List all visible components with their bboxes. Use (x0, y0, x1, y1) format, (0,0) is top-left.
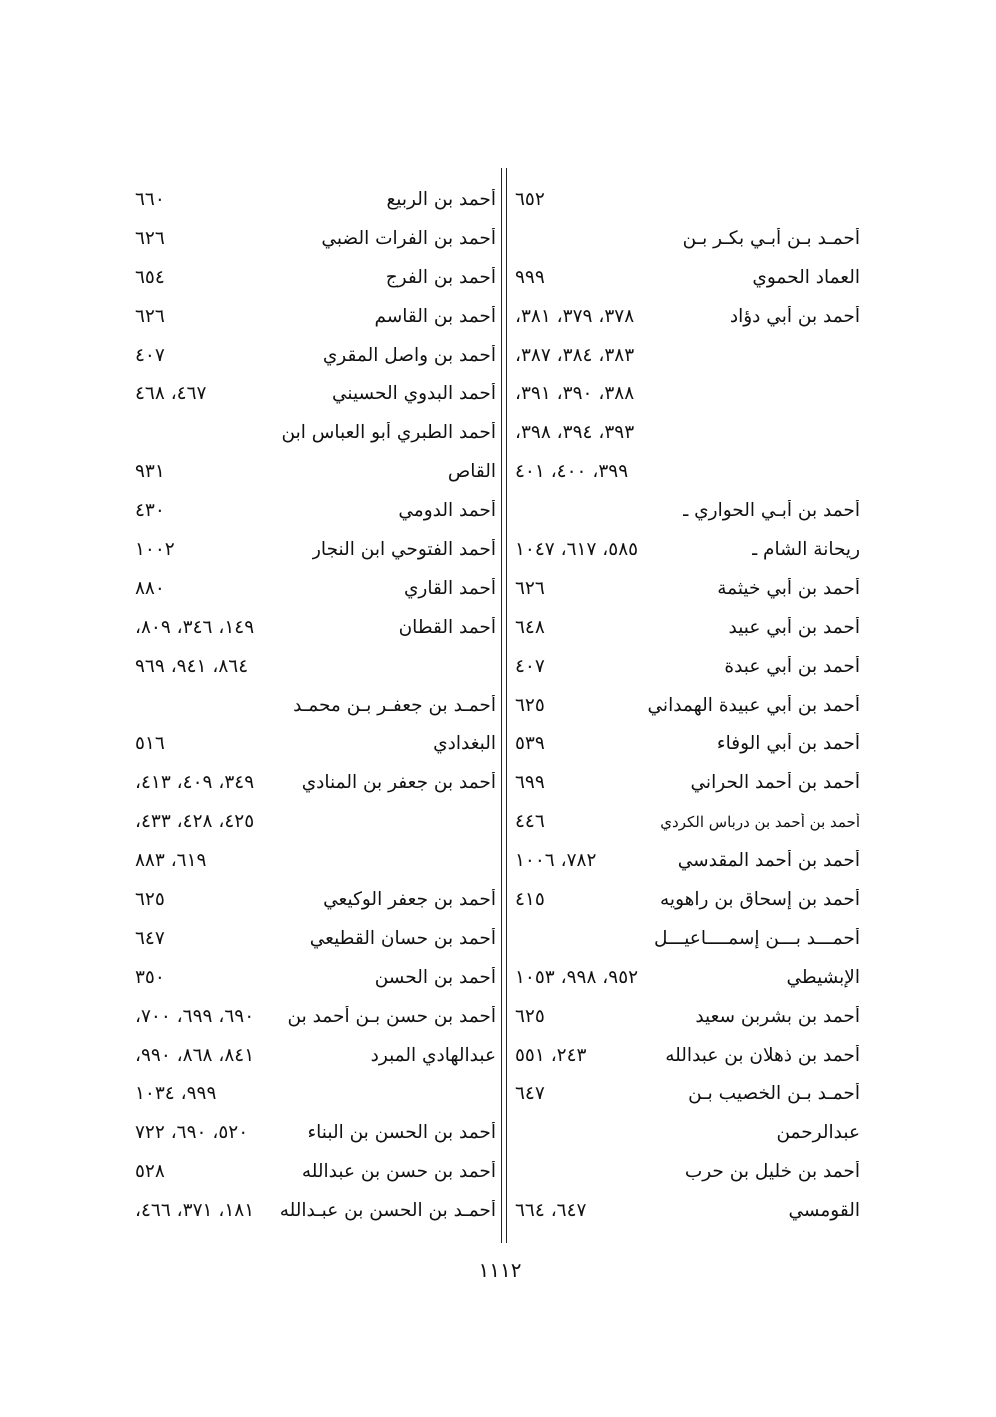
entry-pages: ٥٣٩ (515, 733, 545, 755)
entry-pages: ٦١٩، ٨٨٣ (135, 850, 207, 872)
entry-pages: ٥١٦ (135, 733, 165, 755)
entry-name: أحمد بن حسن بـن أحمد بن (287, 1005, 496, 1027)
index-entry (133, 841, 496, 880)
entry-name: أحمد بن أبي خيثمة (717, 577, 860, 599)
index-entry (515, 1191, 860, 1230)
index-entry (515, 374, 860, 413)
index-entry (515, 258, 860, 297)
index-entry (515, 724, 860, 763)
index-entry (133, 452, 496, 491)
entry-pages: ٣٩٩، ٤٠٠، ٤٠١ (515, 461, 629, 483)
entry-pages: ٦٥٤ (135, 266, 165, 288)
index-entry (515, 569, 860, 608)
entry-name: القاص (447, 461, 496, 483)
index-entry (133, 297, 496, 336)
entry-pages: ١٨١، ٣٧١، ٤٦٦، (135, 1200, 255, 1222)
entry-pages: ٣٨٣، ٣٨٤، ٣٨٧، (515, 344, 635, 366)
entry-name: أحمد الطبري أبو العباس ابن (281, 422, 496, 444)
index-entry (133, 491, 496, 530)
index-entry (133, 530, 496, 569)
entry-pages: ٢٤٣، ٥٥١ (515, 1044, 587, 1066)
index-entry (133, 1113, 496, 1152)
entry-pages: ١٠٠٢ (135, 538, 175, 560)
entry-name: أحمد بن الربيع (386, 188, 496, 210)
index-entry (133, 647, 496, 686)
entry-pages: ٣٤٩، ٤٠٩، ٤١٣، (135, 772, 255, 794)
index-entry (515, 880, 860, 919)
index-entry (133, 686, 496, 725)
entry-pages: ٦٢٥ (515, 1005, 545, 1027)
entry-pages: ٦٩٠، ٦٩٩، ٧٠٠، (135, 1005, 255, 1027)
index-entry (133, 724, 496, 763)
index-column-right (515, 180, 860, 1230)
index-entry (133, 1074, 496, 1113)
entry-name: أحمد بن جعفر الوكيعي (323, 888, 496, 910)
entry-name: أحمد بن أحمد الحراني (690, 772, 860, 794)
index-entry (133, 880, 496, 919)
index-entry (133, 219, 496, 258)
entry-pages: ٩٥٢، ٩٩٨، ١٠٥٣ (515, 966, 639, 988)
index-entry (515, 297, 860, 336)
index-entry (133, 180, 496, 219)
index-entry (515, 919, 860, 958)
entry-pages: ٦٩٩ (515, 772, 545, 794)
index-entry (515, 802, 860, 841)
index-entry (515, 336, 860, 375)
entry-name: أحمد بن بشربن سعيد (695, 1005, 860, 1027)
entry-pages: ٦٢٦ (135, 227, 165, 249)
entry-name: أحمد القاري (403, 577, 496, 599)
entry-name: العماد الحموي (752, 266, 860, 288)
entry-name: البغدادي (433, 733, 496, 755)
index-entry (515, 491, 860, 530)
column-divider (500, 168, 510, 1243)
index-entry (133, 608, 496, 647)
index-entry (133, 997, 496, 1036)
entry-pages: ٤١٥ (515, 888, 545, 910)
entry-pages: ١٤٩، ٣٤٦، ٨٠٩، (135, 616, 255, 638)
index-entry (133, 919, 496, 958)
index-entry (515, 997, 860, 1036)
entry-pages: ٤٤٦ (515, 811, 545, 833)
entry-pages: ٨٨٠ (135, 577, 165, 599)
index-entry (515, 1113, 860, 1152)
entry-name: أحمد بن أبي دؤاد (729, 305, 860, 327)
index-entry (515, 1074, 860, 1113)
entry-name: ريحانة الشام ـ (751, 538, 860, 560)
entry-pages: ٤٢٥، ٤٢٨، ٤٣٣، (135, 811, 255, 833)
entry-name: أحمد البدوي الحسيني (331, 383, 496, 405)
index-entry (515, 647, 860, 686)
entry-pages: ٦٦٠ (135, 188, 165, 210)
entry-name: أحمـد بن جعفـر بـن محمـد (293, 694, 496, 716)
entry-pages: ٤٠٧ (135, 344, 165, 366)
entry-pages: ٣٥٠ (135, 966, 165, 988)
entry-name: أحمد بن أبي عبيدة الهمداني (647, 694, 860, 716)
entry-name: أحمد بن الفرج (385, 266, 496, 288)
entry-name: أحمـــد بـــن إسمــــاعيـــل (653, 927, 860, 949)
index-entry (515, 686, 860, 725)
entry-name: أحمد الفتوحي ابن النجار (312, 538, 496, 560)
index-entry (515, 841, 860, 880)
entry-pages: ٣٨٨، ٣٩٠، ٣٩١، (515, 383, 635, 405)
index-entry (515, 958, 860, 997)
index-entry (133, 763, 496, 802)
index-entry (133, 374, 496, 413)
index-entry (133, 413, 496, 452)
index-entry (133, 258, 496, 297)
entry-pages: ٩٩٩ (515, 266, 545, 288)
entry-name: أحمد القطان (398, 616, 496, 638)
entry-name: أحمـد بـن الخصيب بـن (688, 1083, 860, 1105)
entry-name: عبدالهادي المبرد (370, 1044, 496, 1066)
entry-pages: ٦٤٧ (135, 927, 165, 949)
index-entry (515, 1152, 860, 1191)
entry-pages: ٦٢٥ (515, 694, 545, 716)
index-entry (515, 530, 860, 569)
entry-name: أحمد بن القاسم (374, 305, 496, 327)
entry-pages: ٥٢٨ (135, 1161, 165, 1183)
entry-name: أحمد بن الحسن (374, 966, 496, 988)
entry-pages: ٤٣٠ (135, 500, 165, 522)
entry-pages: ٩٣١ (135, 461, 165, 483)
entry-name: أحمـد بن الحسن بن عبـدالله (279, 1200, 496, 1222)
divider-line (506, 168, 507, 1243)
entry-name: أحمد بن ذهلان بن عبدالله (665, 1044, 860, 1066)
entry-name: أحمد بن أحمد المقدسي (677, 850, 860, 872)
entry-name: أحمد بن إسحاق بن راهويه (660, 888, 860, 910)
divider-line (501, 168, 502, 1243)
entry-pages: ٥٨٥، ٦١٧، ١٠٤٧ (515, 538, 639, 560)
index-entry (133, 569, 496, 608)
entry-name: أحمد بن حسن بن عبدالله (301, 1161, 496, 1183)
entry-pages: ٦٥٢ (515, 188, 545, 210)
entry-name: عبدالرحمن (776, 1122, 860, 1144)
index-entry (133, 1152, 496, 1191)
entry-pages: ٦٤٧ (515, 1083, 545, 1105)
index-entry (133, 802, 496, 841)
entry-pages: ٦٢٦ (135, 305, 165, 327)
index-column-left (133, 180, 496, 1230)
entry-name: الإبشيطي (786, 966, 860, 988)
entry-pages: ٧٨٢، ١٠٠٦ (515, 850, 597, 872)
entry-name: أحمد بن أبي عبيد (728, 616, 860, 638)
index-entry (133, 1191, 496, 1230)
entry-name: أحمد بن الفرات الضبي (321, 227, 496, 249)
entry-name: أحمد بن واصل المقري (322, 344, 496, 366)
index-entry (515, 452, 860, 491)
entry-pages: ٥٢٠، ٦٩٠، ٧٢٢ (135, 1122, 249, 1144)
entry-name: أحمد بن أبي عبدة (724, 655, 860, 677)
entry-pages: ٤٠٧ (515, 655, 545, 677)
entry-pages: ٦٤٧، ٦٦٤ (515, 1200, 587, 1222)
index-entry (515, 413, 860, 452)
index-entry (133, 336, 496, 375)
entry-pages: ٣٧٨، ٣٧٩، ٣٨١، (515, 305, 635, 327)
index-entry (515, 219, 860, 258)
index-entry (515, 180, 860, 219)
entry-name: أحمد بن الحسن بن البناء (307, 1122, 496, 1144)
entry-name: أحمد بن أبي الوفاء (716, 733, 860, 755)
index-entry (133, 958, 496, 997)
index-entry (515, 763, 860, 802)
entry-pages: ٨٤١، ٨٦٨، ٩٩٠، (135, 1044, 255, 1066)
entry-name: أحمد بن جعفر بن المنادي (301, 772, 496, 794)
entry-pages: ٦٢٥ (135, 888, 165, 910)
page-number: ١١١٢ (478, 1258, 522, 1282)
entry-pages: ٤٦٧، ٤٦٨ (135, 383, 207, 405)
entry-name: القومسي (788, 1200, 860, 1222)
entry-pages: ٦٢٦ (515, 577, 545, 599)
entry-name: أحمد بن حسان القطيعي (309, 927, 496, 949)
index-entry (515, 608, 860, 647)
entry-name: أحمد بن أبـي الحواري ـ (682, 500, 860, 522)
entry-name: أحمد بن أحمد بن درباس الكردي (660, 812, 860, 831)
entry-name: أحمد الدومي (398, 500, 496, 522)
entry-name: أحمد بن خليل بن حرب (684, 1161, 860, 1183)
entry-name: أحمـد بـن أبـي بكـر بـن (682, 227, 860, 249)
index-entry (515, 1036, 860, 1075)
entry-pages: ٦٤٨ (515, 616, 545, 638)
entry-pages: ٣٩٣، ٣٩٤، ٣٩٨، (515, 422, 635, 444)
entry-pages: ٩٩٩، ١٠٣٤ (135, 1083, 217, 1105)
entry-pages: ٨٦٤، ٩٤١، ٩٦٩ (135, 655, 249, 677)
index-entry (133, 1036, 496, 1075)
